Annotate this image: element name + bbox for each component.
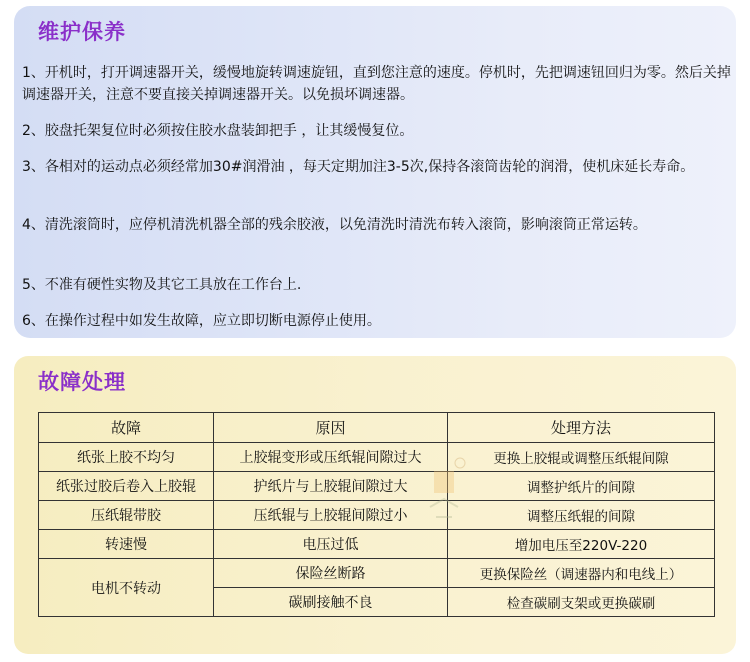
cause-cell: 电压过低 <box>214 530 448 559</box>
header-fault: 故障 <box>39 413 214 443</box>
maintenance-item: 2、胶盘托架复位时必须按住胶水盘装卸把手 ，让其缓慢复位。 <box>22 123 414 139</box>
fault-cell: 电机不转动 <box>39 559 214 617</box>
maintenance-item: 6、在操作过程中如发生故障，应立即切断电源停止使用。 <box>22 313 381 329</box>
maintenance-panel <box>14 6 736 338</box>
cause-cell: 压纸辊与上胶辊间隙过小 <box>214 501 448 530</box>
fault-title: 故障处理 <box>38 370 126 394</box>
fault-cell: 转速慢 <box>39 530 214 559</box>
maintenance-title: 维护保养 <box>38 20 126 44</box>
fix-cell: 调整压纸辊的间隙 <box>448 501 715 530</box>
fault-panel <box>14 356 736 654</box>
fix-cell: 调整护纸片的间隙 <box>448 472 715 501</box>
table-row <box>39 443 715 472</box>
header-fix: 处理方法 <box>448 413 715 443</box>
fault-cell: 纸张过胶后卷入上胶辊 <box>39 472 214 501</box>
fix-cell: 增加电压至220V-220 <box>448 530 715 559</box>
cause-cell: 保险丝断路 <box>214 559 448 588</box>
fault-cell: 纸张上胶不均匀 <box>39 443 214 472</box>
maintenance-item: 5、不准有硬性实物及其它工具放在工作台上. <box>22 277 302 293</box>
fix-cell: 更换上胶辊或调整压纸辊间隙 <box>448 443 715 472</box>
table-row <box>39 501 715 530</box>
table-row <box>39 472 715 501</box>
fault-cell: 压纸辊带胶 <box>39 501 214 530</box>
table-row <box>39 559 715 588</box>
cause-cell: 上胶辊变形或压纸辊间隙过大 <box>214 443 448 472</box>
header-cause: 原因 <box>214 413 448 443</box>
cause-cell: 护纸片与上胶辊间隙过大 <box>214 472 448 501</box>
fault-table <box>38 412 715 617</box>
fix-cell: 更换保险丝（调速器内和电线上） <box>448 559 715 588</box>
table-header-row <box>39 413 715 443</box>
maintenance-item: 3、各相对的运动点必须经常加30#润滑油 ，每天定期加注3-5次,保持各滚筒齿轮的润滑，使机床延长寿命。 <box>22 159 695 175</box>
table-row <box>39 530 715 559</box>
cause-cell: 碳刷接触不良 <box>214 588 448 617</box>
fix-cell: 检查碳刷支架或更换碳刷 <box>448 588 715 617</box>
maintenance-item: 4、清洗滚筒时，应停机清洗机器全部的残余胶液，以免清洗时清洗布转入滚筒，影响滚筒正常运转。 <box>22 217 647 233</box>
maintenance-item: 1、开机时，打开调速器开关，缓慢地旋转调速旋钮，直到您注意的速度。停机时，先把调速钮回归为零。然后关掉调速器开关，注意不要直接关掉调速器开关。以免损坏调速器。 <box>22 65 731 103</box>
